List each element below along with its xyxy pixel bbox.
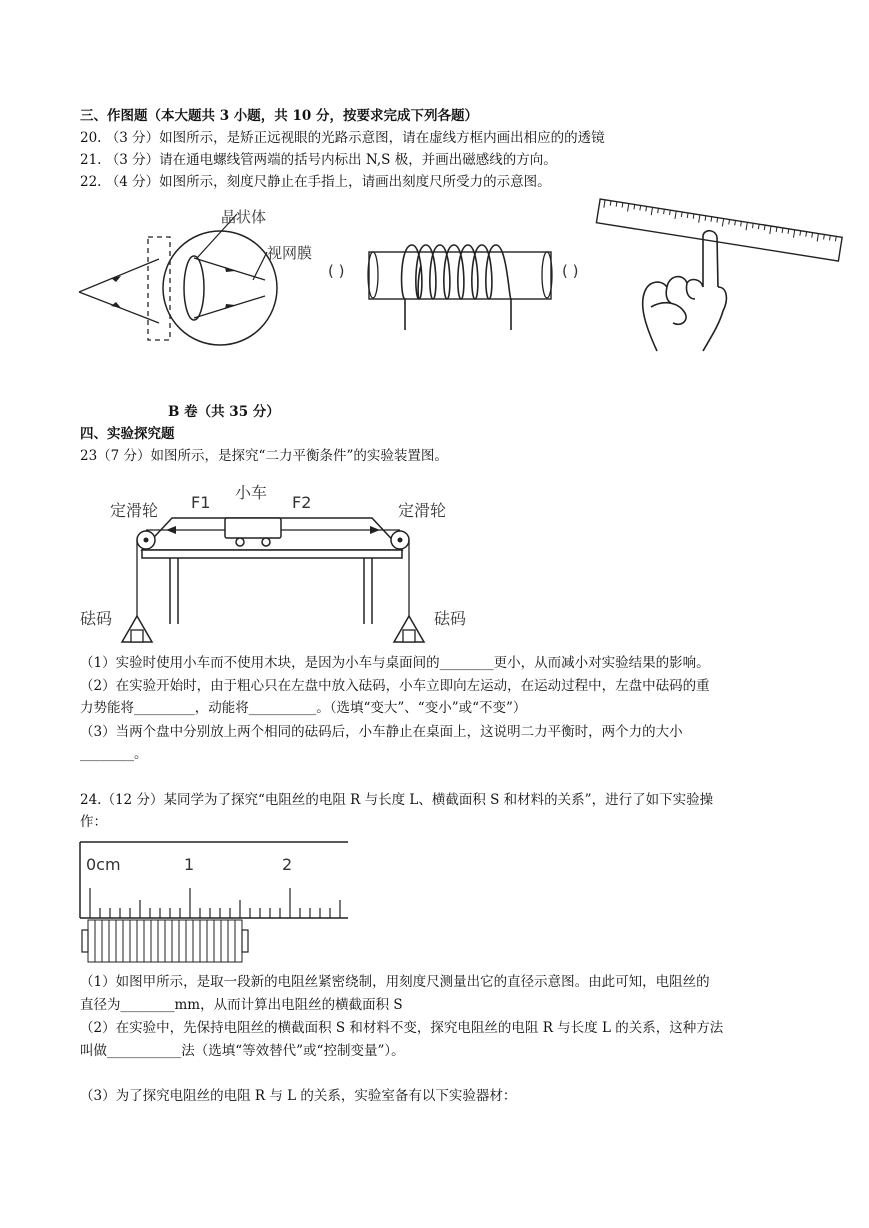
q24-part2-line2: 叫做___________法（选填“等效替代”或“控制变量”）。 [80,1043,405,1059]
section4-heading: 四、实验探究题 [80,426,175,442]
q23-part2-line1: （2）在实验开始时，由于粗心只在左盘中放入砝码，小车立即向左运动，在运动过程中，左盘中砝码的重 [80,678,710,694]
lens-label: 晶状体 [221,208,267,226]
left-pole-bracket[interactable]: ( ) [328,262,345,280]
crystalline-lens [184,256,204,320]
ruler-label-0cm: 0cm [86,855,121,874]
ruler-label-2: 2 [282,855,293,874]
eye-light-path-figure [75,200,335,350]
weight-right-label: 砝码 [434,609,467,628]
q23-part3-line1: （3）当两个盘中分别放上两个相同的砝码后，小车静止在桌面上，这说明二力平衡时，两个力的大小 [80,724,683,740]
cart [225,518,281,538]
coil-windings [402,245,511,330]
section-b-title: B 卷（共 35 分） [168,404,280,420]
section3-heading: 三、作图题（本大题共 3 小题，共 10 分，按要求完成下列各题） [80,108,478,124]
q24-intro-line1: 24.（12 分）某同学为了探究“电阻丝的电阻 R 与长度 L、横截面积 S 和材料的关系”，进行了如下实验操 [80,792,714,808]
hand-icon [643,231,727,351]
question-23: 23（7 分）如图所示，是探究“二力平衡条件”的实验装置图。 [80,448,448,464]
balance-apparatus-figure [80,474,500,649]
f1-label: F1 [191,493,211,512]
q24-intro-line2: 作： [80,814,107,830]
f2-label: F2 [292,493,312,512]
lens-dashed-box[interactable] [148,237,170,340]
eyeball [163,231,277,345]
pulley-left-label: 定滑轮 [110,501,159,520]
retina-label: 视网膜 [267,244,313,262]
ruler-label-1: 1 [184,855,195,874]
ruler-on-finger-figure [595,195,860,355]
wire-coils [88,920,242,962]
solenoid-figure [325,225,610,340]
wire-diameter-ruler-figure [78,838,353,966]
q24-part3: （3）为了探究电阻丝的电阻 R 与 L 的关系，实验室备有以下实验器材： [80,1088,517,1104]
question-22: 22. （4 分）如图所示，刻度尺静止在手指上，请画出刻度尺所受力的示意图。 [80,174,551,190]
q23-part3-line2: ________。 [80,746,148,762]
q24-part2-line1: （2）在实验中，先保持电阻丝的横截面积 S 和材料不变，探究电阻丝的电阻 R 与长度 L 的关系，这种方法 [80,1020,724,1036]
q23-part1: （1）实验时使用小车而不使用木块，是因为小车与桌面间的________更小，从而减小对实验结果的影响。 [80,655,710,671]
cart-label: 小车 [235,483,268,502]
question-20: 20. （3 分）如图所示，是矫正远视眼的光路示意图，请在虚线方框内画出相应的的透镜 [80,130,605,146]
q24-part1-line2: 直径为________mm，从而计算出电阻丝的横截面积 S [80,997,403,1013]
balanced-ruler [596,199,842,261]
q24-part1-line1: （1）如图甲所示，是取一段新的电阻丝紧密绕制，用刻度尺测量出它的直径示意图。由此可知，电阻丝的 [80,974,710,990]
weight-left-label: 砝码 [80,609,113,628]
q23-part2-line2: 力势能将_________，动能将__________。（选填“变大”、“变小”或“不变”） [80,700,527,716]
pulley-right-label: 定滑轮 [398,501,447,520]
right-pole-bracket[interactable]: ( ) [562,262,579,280]
question-21: 21. （3 分）请在通电螺线管两端的括号内标出 N,S 极，并画出磁感线的方向。 [80,152,557,168]
